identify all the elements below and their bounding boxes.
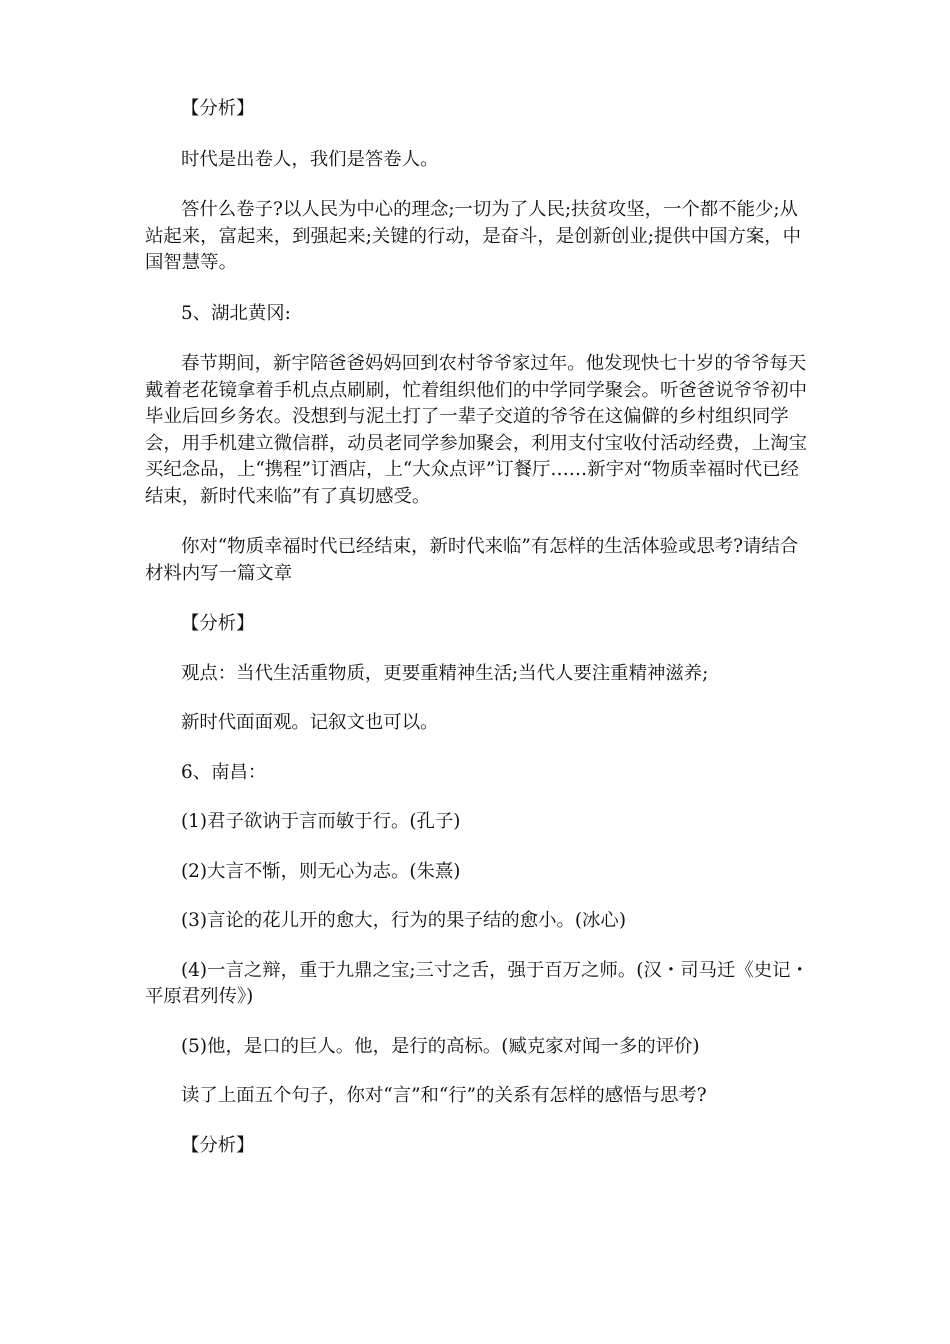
body-paragraph: 你对“物质幸福时代已经结束，新时代来临”有怎样的生活体验或思考?请结合材料内写一篇文章 bbox=[145, 536, 799, 584]
analysis-heading: 【分析】 bbox=[181, 613, 255, 634]
quote-item: (2)大言不惭，则无心为志。(朱熹) bbox=[181, 860, 461, 882]
quote-item: (3)言论的花儿开的愈大，行为的果子结的愈小。(冰心) bbox=[181, 910, 626, 931]
body-paragraph: 时代是出卷人，我们是答卷人。 bbox=[181, 148, 439, 170]
body-paragraph: 新时代面面观。记叙文也可以。 bbox=[181, 712, 439, 733]
body-paragraph: 观点：当代生活重物质，更要重精神生活;当代人要注重精神滋养; bbox=[181, 662, 709, 684]
quote-item: (1)君子欲讷于言而敏于行。(孔子) bbox=[181, 811, 461, 832]
body-paragraph: 答什么卷子?以人民为中心的理念;一切为了人民;扶贫攻坚，一个都不能少;从站起来，富起来，到强起来;关键的行动，是奋斗，是创新创业;提供中国方案，中国智慧等。 bbox=[145, 199, 802, 273]
body-paragraph: 读了上面五个句子，你对“言”和“行”的关系有怎样的感悟与思考? bbox=[181, 1085, 707, 1106]
quote-item: (5)他，是口的巨人。他，是行的高标。(臧克家对闻一多的评价) bbox=[181, 1035, 700, 1057]
section-heading: 5、湖北黄冈: bbox=[181, 302, 291, 324]
analysis-heading: 【分析】 bbox=[181, 98, 255, 119]
body-paragraph: 春节期间，新宇陪爸爸妈妈回到农村爷爷家过年。他发现快七十岁的爷爷每天戴着老花镜拿着手机点点刷刷，忙着组织他们的中学同学聚会。听爸爸说爷爷初中毕业后回乡务农。没想到与泥土打了一辈子交道的爷爷在这偏僻的乡村组织同学会，用手机建立微信群，动员老同学参加聚会，利用支付宝收付活动经费，上淘宝买纪念品，上“携程”订酒店，上“大众点评”订餐厅……新宇对“物质幸福时代已经结束，新时代来临”有了真切感受。 bbox=[145, 353, 808, 507]
section-heading: 6、南昌： bbox=[181, 761, 267, 783]
analysis-heading: 【分析】 bbox=[181, 1134, 255, 1156]
quote-item: (4)一言之辩，重于九鼎之宝;三寸之舌，强于百万之师。(汉・司马迁《史记・平原君列传》) bbox=[145, 959, 809, 1007]
document-body bbox=[145, 96, 813, 1159]
